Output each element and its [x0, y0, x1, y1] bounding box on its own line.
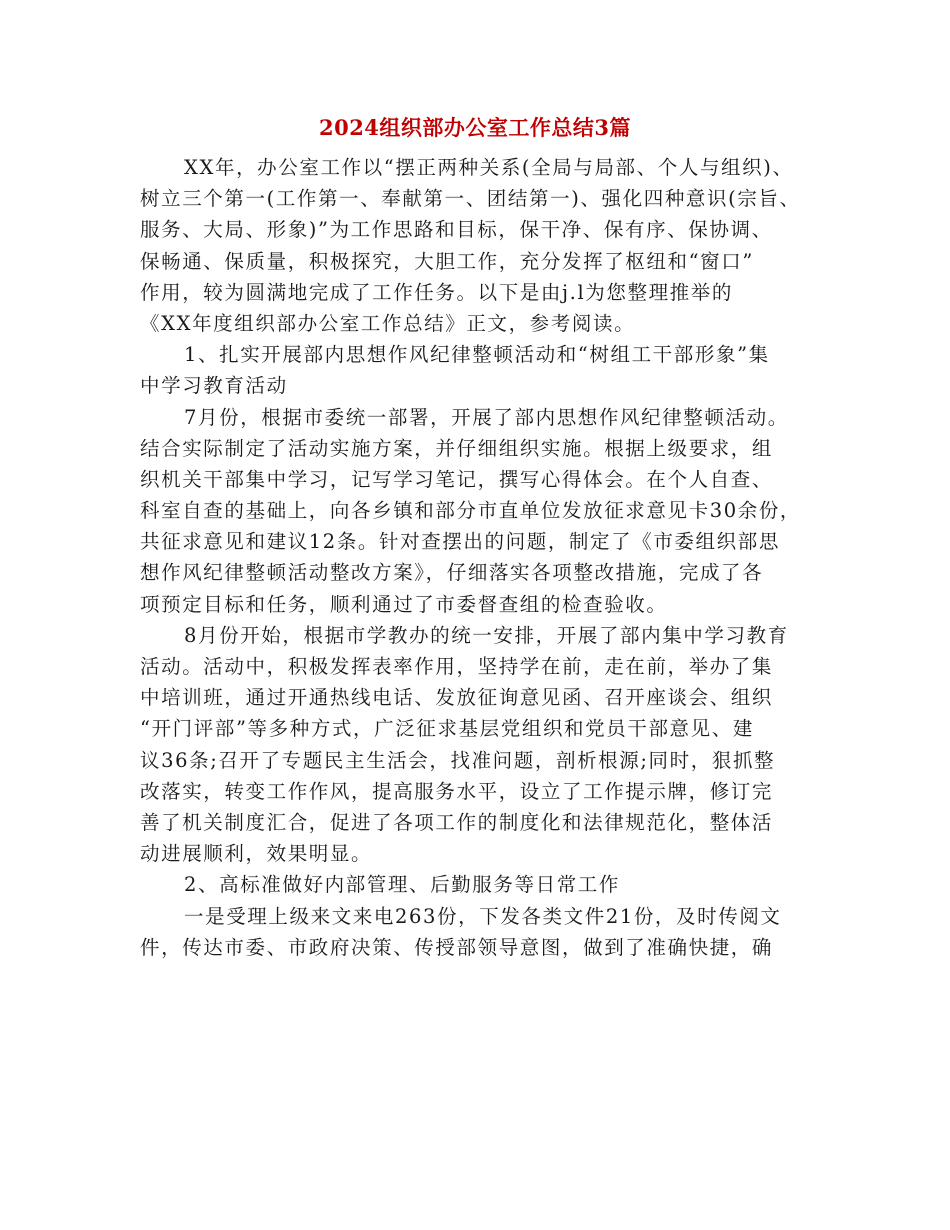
paragraph-line: 想作风纪律整顿活动整改方案》，仔细落实各项整改措施，完成了各 [140, 561, 764, 585]
document-title: 2024组织部办公室工作总结3篇 [318, 115, 632, 140]
paragraph-line: 《XX年度组织部办公室工作总结》正文，参考阅读。 [140, 311, 636, 335]
paragraph-line: 作用，较为圆满地完成了工作任务。以下是由j.l为您整理推举的 [140, 280, 733, 304]
section-heading-line: 1、扎实开展部内思想作风纪律整顿活动和“树组工干部形象”集 [184, 343, 770, 367]
paragraph-line: 一是受理上级来文来电263份，下发各类文件21份，及时传阅文 [184, 904, 782, 928]
paragraph-line: 保畅通、保质量，积极探究，大胆工作，充分发挥了枢纽和“窗口” [140, 249, 754, 273]
paragraph-line: 件，传达市委、市政府决策、传授部领导意图，做到了准确快捷，确 [140, 935, 774, 959]
paragraph-line: 善了机关制度汇合，促进了各项工作的制度化和法律规范化，整体活 [140, 810, 774, 834]
paragraph-line: 结合实际制定了活动实施方案，并仔细组织实施。根据上级要求，组 [140, 436, 774, 460]
paragraph-line: 服务、大局、形象)”为工作思路和目标，保干净、保有序、保协调、 [140, 218, 773, 242]
paragraph-line: 活动。活动中，积极发挥表率作用，坚持学在前，走在前，举办了集 [140, 655, 774, 678]
paragraph-line: 动进展顺利，效果明显。 [140, 842, 373, 866]
paragraph-line: XX年，办公室工作以“摆正两种关系(全局与局部、个人与组织)、 [184, 156, 794, 179]
paragraph-line: 项预定目标和任务，顺利通过了市委督查组的检查验收。 [140, 592, 668, 616]
paragraph-line: 8月份开始，根据市学教办的统一安排，开展了部内集中学习教育 [184, 623, 789, 647]
paragraph-line: 科室自查的基础上，向各乡镇和部分市直单位发放征求意见卡30余份， [140, 499, 802, 523]
paragraph-line: 议36条;召开了专题民主生活会，找准问题，剖析根源;同时，狠抓整 [140, 748, 776, 772]
paragraph-line: “开门评部”等多种方式，广泛征求基层党组织和党员干部意见、建 [140, 717, 754, 741]
paragraph-line: 中培训班，通过开通热线电话、发放征询意见函、召开座谈会、组织 [140, 686, 774, 710]
paragraph-line: 改落实，转变工作作风，提高服务水平，设立了工作提示牌，修订完 [140, 779, 774, 803]
paragraph-line: 7月份，根据市委统一部署，开展了部内思想作风纪律整顿活动。 [184, 405, 789, 429]
section-heading-line: 中学习教育活动 [140, 374, 288, 398]
paragraph-line: 织机关干部集中学习，记写学习笔记，撰写心得体会。在个人自查、 [140, 467, 774, 491]
paragraph-line: 共征求意见和建议12条。针对查摆出的问题，制定了《市委组织部思 [140, 530, 780, 554]
section-heading-line: 2、高标准做好内部管理、后勤服务等日常工作 [184, 873, 621, 897]
paragraph-line: 树立三个第一(工作第一、奉献第一、团结第一)、强化四种意识(宗旨、 [140, 187, 801, 211]
document-body [140, 152, 812, 963]
